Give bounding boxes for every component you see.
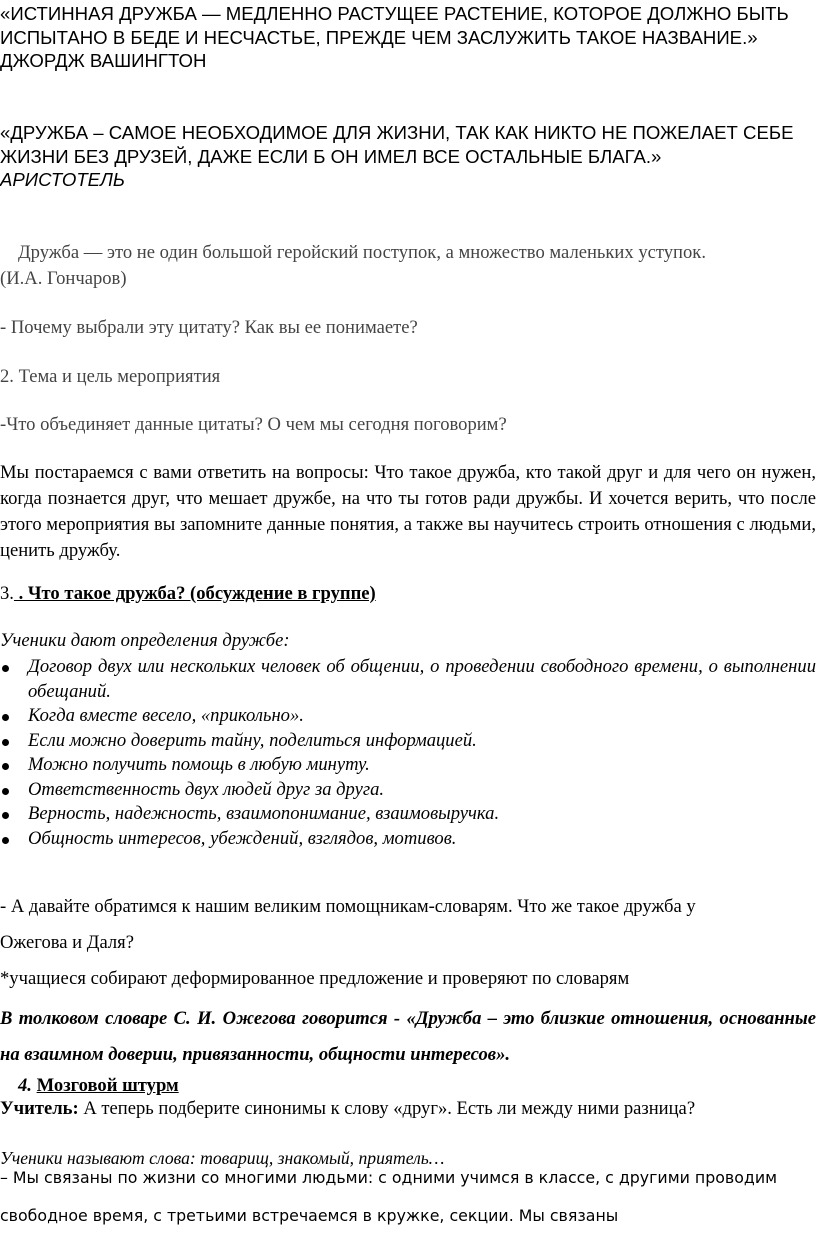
dictionary-question-line-1: - А давайте обратимся к нашим великим помощникам-словарям. Что же такое дружба у	[0, 896, 696, 917]
bullet-icon	[2, 763, 9, 770]
teacher-text: А теперь подберите синонимы к слову «друг». Есть ли между ними разница?	[78, 1098, 696, 1119]
quote-author: АРИСТОТЕЛЬ	[0, 169, 125, 190]
quote-goncharov	[0, 240, 706, 292]
section-2-title: 2. Тема и цель мероприятия	[0, 366, 221, 387]
section-number: 3.	[0, 583, 14, 604]
bullet-icon	[2, 739, 9, 746]
dictionary-question-line-2: Ожегова и Даля?	[0, 932, 134, 953]
teacher-label: Учитель:	[0, 1098, 79, 1119]
list-item: Когда вместе весело, «прикольно».	[0, 704, 816, 729]
quote-aristotle	[0, 121, 816, 192]
definitions-list	[0, 655, 816, 851]
section-3-heading	[0, 581, 376, 607]
question-unites: -Что объединяет данные цитаты? О чем мы сегодня поговорим?	[0, 414, 507, 435]
connections-line-2: свободное время, с третьими встречаемся в кружке, секции. Мы связаны	[0, 1206, 619, 1225]
quote-text: «ДРУЖБА – САМОЕ НЕОБХОДИМОЕ ДЛЯ ЖИЗНИ, ТАК КАК НИКТО НЕ ПОЖЕЛАЕТ СЕБЕ ЖИЗНИ БЕЗ ДРУЗЕЙ, ДАЖЕ ЕСЛИ Б ОН ИМЕЛ ВСЕ ОСТАЛЬНЫЕ БЛАГА.»	[0, 122, 794, 167]
quote-washington	[0, 2, 816, 73]
bullet-icon	[2, 714, 9, 721]
students-words: Ученики называют слова: товарищ, знакомый, приятель…	[0, 1148, 445, 1168]
quote-author: ДЖОРДЖ ВАШИНГТОН	[0, 50, 207, 71]
section-number: 4.	[18, 1075, 32, 1096]
section-title: . Что такое дружба? (обсуждение в группе)	[13, 583, 376, 604]
list-item: Договор двух или нескольких человек об общении, о проведении свободного времени, о выполнении обещаний.	[0, 655, 816, 704]
bullet-icon	[2, 812, 9, 819]
ozhegov-definition: В толковом словаре С. И. Ожегова говорится - «Дружба – это близкие отношения, основанные на взаимном доверии, привязанности, общности интересов».	[0, 1008, 816, 1065]
quote-text: «ИСТИННАЯ ДРУЖБА — МЕДЛЕННО РАСТУЩЕЕ РАСТЕНИЕ, КОТОРОЕ ДОЛЖНО БЫТЬ ИСПЫТАНО В БЕДЕ И НЕСЧАСТЬЕ, ПРЕЖДЕ ЧЕМ ЗАСЛУЖИТЬ ТАКОЕ НАЗВАНИЕ.»	[0, 3, 789, 48]
connections-line-1: – Мы связаны по жизни со многими людьми: с одними учимся в классе, с другими проводим	[0, 1168, 778, 1187]
list-item: Верность, надежность, взаимопонимание, взаимовыручка.	[0, 802, 816, 827]
intro-paragraph: Мы постараемся с вами ответить на вопросы: Что такое дружба, кто такой друг и для чего он нужен, когда познается друг, что мешает дружбе, на что ты готов ради дружбы. И хочется верить, что после этого мероприятия вы запомните данные понятия, а также вы научитесь строить отношения с людьми, ценить дружбу.	[0, 462, 816, 561]
question-why: - Почему выбрали эту цитату? Как вы ее понимаете?	[0, 317, 418, 338]
quote-author: (И.А. Гончаров)	[0, 268, 127, 289]
bullet-icon	[2, 665, 9, 672]
section-title: Мозговой штурм	[36, 1075, 179, 1096]
list-item: Общность интересов, убеждений, взглядов, мотивов.	[0, 827, 816, 852]
teacher-line	[0, 1096, 695, 1122]
quote-text: Дружба — это не один большой геройский поступок, а множество маленьких уступок.	[18, 242, 706, 263]
list-item: Ответственность двух людей друг за друга.	[0, 778, 816, 803]
definitions-intro: Ученики дают определения дружбе:	[0, 630, 290, 651]
list-item: Если можно доверить тайну, поделиться информацией.	[0, 729, 816, 754]
dictionary-task: *учащиеся собирают деформированное предложение и проверяют по словарям	[0, 968, 630, 989]
bullet-icon	[2, 788, 9, 795]
list-item: Можно получить помощь в любую минуту.	[0, 753, 816, 778]
bullet-icon	[2, 837, 9, 844]
